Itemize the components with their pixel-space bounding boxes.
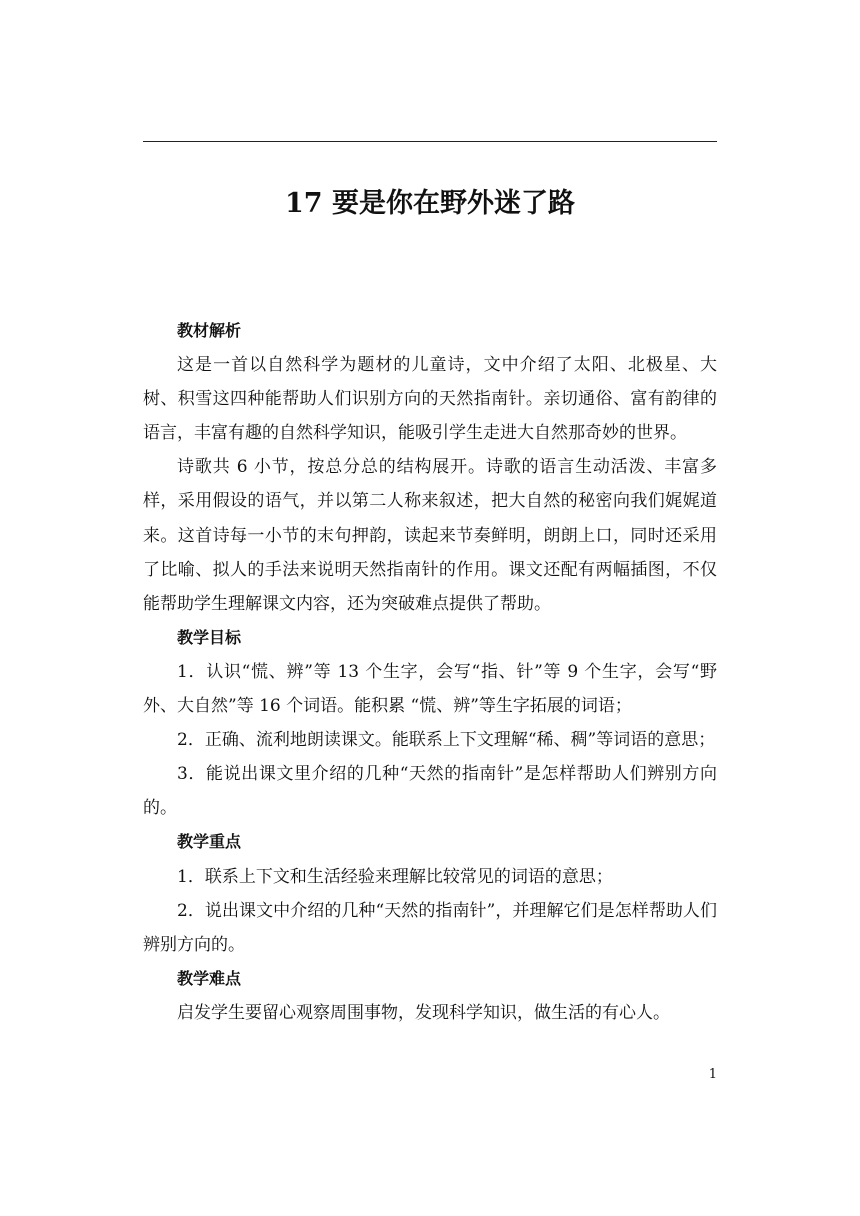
document-body [143, 314, 717, 1030]
body-paragraph: 2．说出课文中介绍的几种“天然的指南针”，并理解它们是怎样帮助人们辨别方向的。 [143, 900, 717, 955]
section-heading: 教学重点 [177, 832, 242, 852]
body-paragraph: 1．联系上下文和生活经验来理解比较常见的词语的意思； [177, 866, 613, 887]
body-paragraph: 这是一首以自然科学为题材的儿童诗，文中介绍了太阳、北极星、大树、积雪这四种能帮助人们识别方向的天然指南针。亲切通俗、富有韵律的语言，丰富有趣的自然科学知识，能吸引学生走进大自然那奇妙的世界。 [143, 355, 717, 444]
section-heading: 教学目标 [177, 627, 242, 647]
section-heading: 教材解析 [177, 321, 242, 340]
section-heading: 教学难点 [177, 968, 242, 988]
body-paragraph: 3．能说出课文里介绍的几种“天然的指南针”是怎样帮助人们辨别方向的。 [143, 764, 717, 819]
lesson-title: 17 要是你在野外迷了路 [285, 188, 575, 220]
page-number: 1 [708, 1067, 717, 1082]
body-paragraph: 诗歌共 6 小节，按总分总的结构展开。诗歌的语言生动活泼、丰富多样，采用假设的语气，并以第二人称来叙述，把大自然的秘密向我们娓娓道来。这首诗每一小节的末句押韵，读起来节奏鲜明，朗朗上口，同时还采用了比喻、拟人的手法来说明天然指南针的作用。课文还配有两幅插图，不仅能帮助学生理解课文内容，还为突破难点提供了帮助。 [143, 457, 717, 614]
body-paragraph: 1．认识“慌、辨”等 13 个生字，会写“指、针”等 9 个生字，会写“野外、大自然”等 16 个词语。能积累 “慌、辨”等生字拓展的词语； [143, 661, 717, 717]
body-paragraph: 2．正确、流利地朗读课文。能联系上下文理解“稀、稠”等词语的意思； [177, 730, 716, 751]
body-paragraph: 启发学生要留心观察周围事物，发现科学知识，做生活的有心人。 [177, 1002, 670, 1023]
header-rule [143, 141, 717, 142]
